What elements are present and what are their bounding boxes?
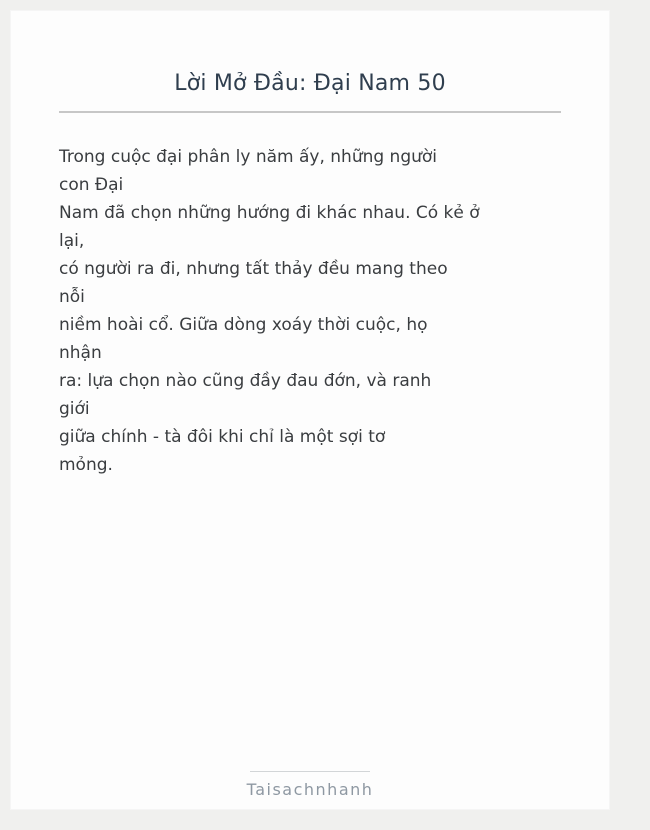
body-text-line: mỏng.	[59, 455, 113, 475]
page-footer	[11, 771, 609, 799]
body-text-line: niềm hoài cổ. Giữa dòng xoáy thời cuộc, họ	[59, 315, 428, 335]
chapter-body-text	[59, 143, 561, 479]
body-text-line: có người ra đi, nhưng tất thảy đều mang theo	[59, 259, 448, 279]
body-text-line: nỗi	[59, 287, 85, 307]
book-page	[10, 10, 610, 810]
body-text-line: con Đại	[59, 175, 124, 195]
brand-label: Taisachnhanh	[246, 780, 374, 799]
title-divider	[59, 111, 561, 113]
footer-divider	[250, 771, 370, 772]
chapter-title: Lời Mở Đầu: Đại Nam 50	[174, 71, 446, 96]
body-text-line: Trong cuộc đại phân ly năm ấy, những người	[59, 147, 438, 167]
body-text-line: ra: lựa chọn nào cũng đầy đau đớn, và ranh	[59, 371, 432, 391]
body-text-line: lại,	[59, 231, 85, 251]
body-text-line: Nam đã chọn những hướng đi khác nhau. Có kẻ ở	[59, 203, 480, 223]
body-text-line: giữa chính - tà đôi khi chỉ là một sợi tơ	[59, 427, 386, 447]
body-text-line: nhận	[59, 343, 102, 363]
body-text-line: giới	[59, 399, 90, 419]
